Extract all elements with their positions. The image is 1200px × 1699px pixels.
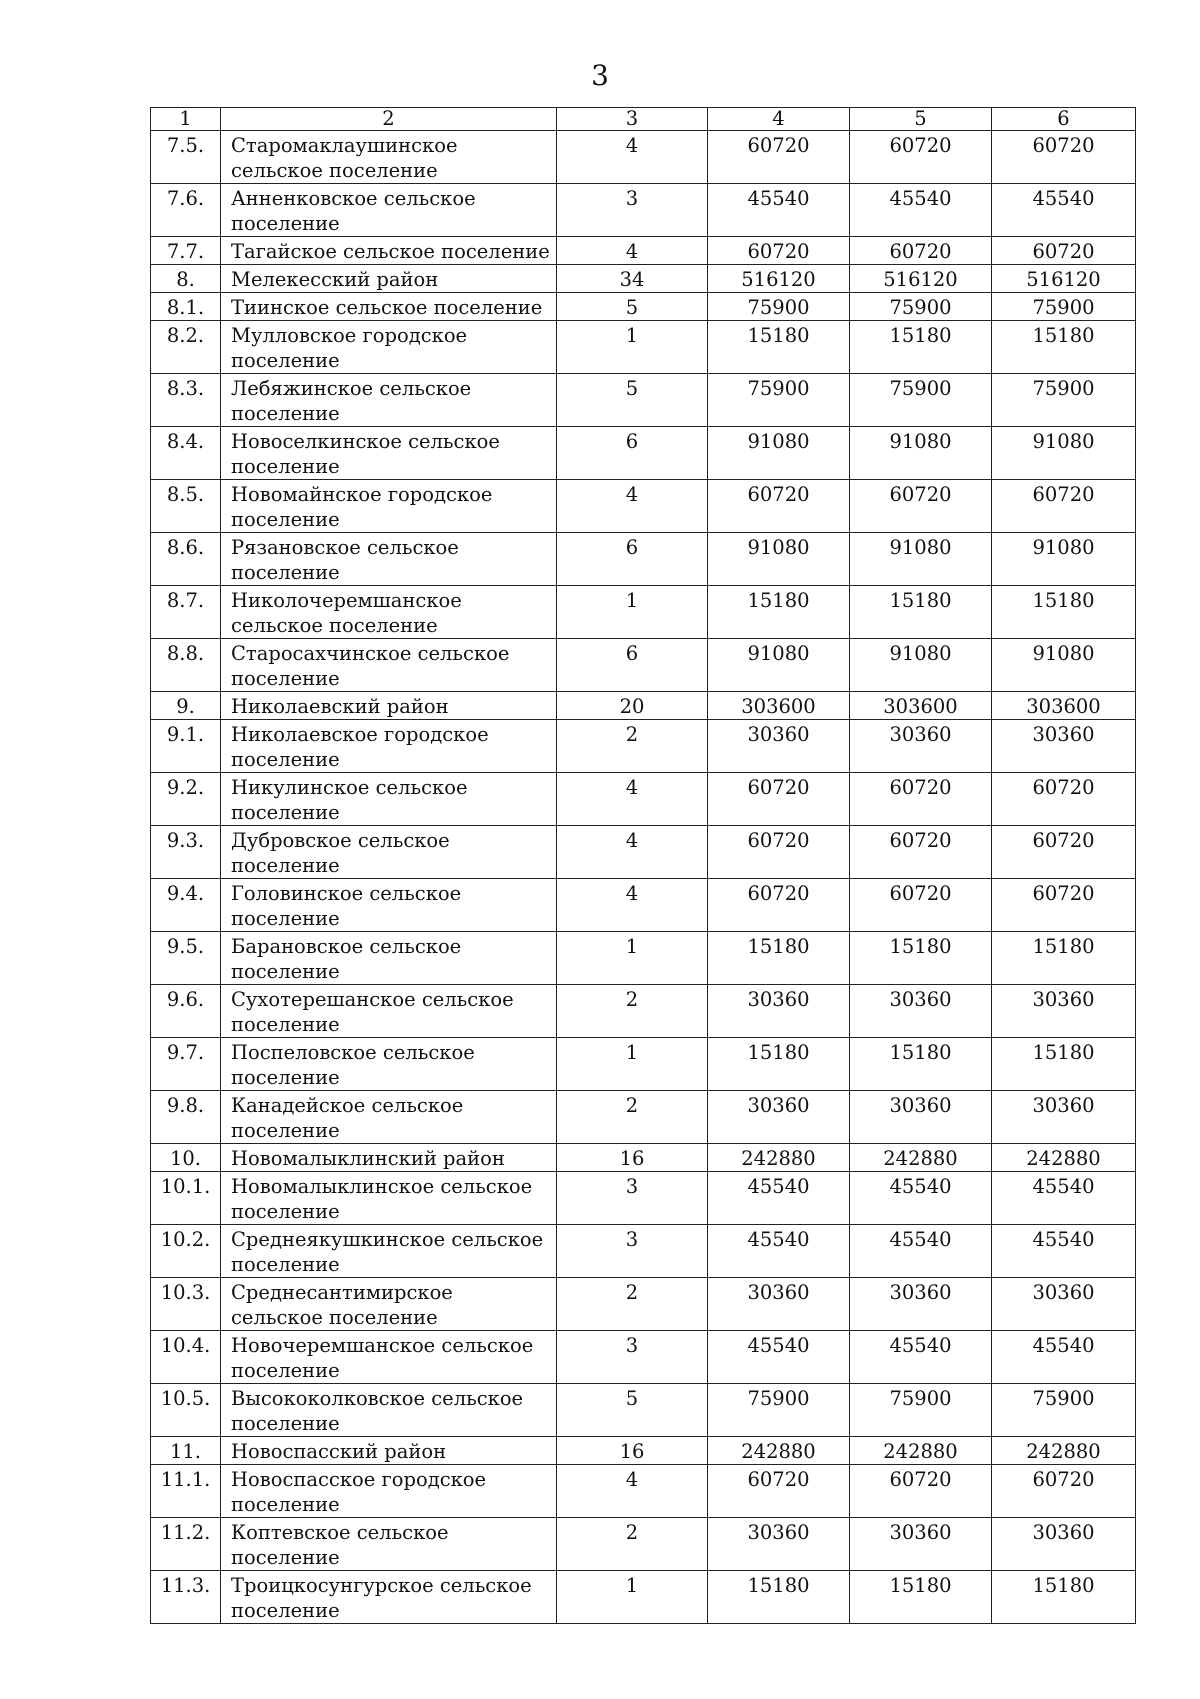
municipality-name-cell: Тиинское сельское поселение [221,293,557,321]
municipality-name-cell: Дубровское сельское поселение [221,826,557,879]
table-body [151,131,1136,1624]
column-header-5: 5 [850,108,992,131]
count-cell: 2 [557,1091,708,1144]
amount-col4-cell: 60720 [708,480,850,533]
amount-col6-cell: 15180 [992,321,1136,374]
amount-col6-cell: 15180 [992,932,1136,985]
count-cell: 3 [557,1331,708,1384]
row-number-cell: 7.7. [151,237,221,265]
table-row [151,480,1136,533]
amount-col5-cell: 60720 [850,879,992,932]
table-row [151,639,1136,692]
municipality-name-cell: Новоселкинское сельское поселение [221,427,557,480]
table-row [151,586,1136,639]
row-number-cell: 8.6. [151,533,221,586]
row-number-cell: 7.5. [151,131,221,184]
table-row [151,131,1136,184]
count-cell: 4 [557,773,708,826]
amount-col5-cell: 75900 [850,374,992,427]
amount-col5-cell: 30360 [850,1278,992,1331]
table-row [151,321,1136,374]
amount-col5-cell: 60720 [850,480,992,533]
amount-col5-cell: 60720 [850,131,992,184]
amount-col5-cell: 91080 [850,639,992,692]
page-number: 3 [591,59,609,92]
count-cell: 3 [557,1172,708,1225]
row-number-cell: 9.5. [151,932,221,985]
row-number-cell: 8.1. [151,293,221,321]
amount-col6-cell: 60720 [992,879,1136,932]
table-row [151,1278,1136,1331]
amount-col5-cell: 91080 [850,533,992,586]
row-number-cell: 8. [151,265,221,293]
amount-col6-cell: 303600 [992,692,1136,720]
amount-col4-cell: 30360 [708,985,850,1038]
count-cell: 5 [557,374,708,427]
amount-col6-cell: 75900 [992,374,1136,427]
amount-col6-cell: 91080 [992,427,1136,480]
municipality-name-cell: Поспеловское сельское поселение [221,1038,557,1091]
municipality-name-cell: Высококолковское сельское поселение [221,1384,557,1437]
amount-col6-cell: 45540 [992,184,1136,237]
count-cell: 6 [557,639,708,692]
amount-col6-cell: 45540 [992,1225,1136,1278]
municipality-name-cell: Новомалыклинский район [221,1144,557,1172]
amount-col6-cell: 45540 [992,1331,1136,1384]
amount-col4-cell: 45540 [708,1331,850,1384]
amount-col6-cell: 15180 [992,1038,1136,1091]
allocation-table [150,107,1136,1624]
municipality-name-cell: Рязановское сельское поселение [221,533,557,586]
table-row [151,1038,1136,1091]
amount-col6-cell: 75900 [992,1384,1136,1437]
amount-col4-cell: 45540 [708,1172,850,1225]
municipality-name-cell: Николаевское городское поселение [221,720,557,773]
municipality-name-cell: Николаевский район [221,692,557,720]
municipality-name-cell: Мулловское городское поселение [221,321,557,374]
table-row [151,1091,1136,1144]
row-number-cell: 8.2. [151,321,221,374]
amount-col5-cell: 516120 [850,265,992,293]
amount-col5-cell: 15180 [850,1571,992,1624]
row-number-cell: 8.5. [151,480,221,533]
amount-col5-cell: 15180 [850,586,992,639]
row-number-cell: 11.2. [151,1518,221,1571]
municipality-name-cell: Сухотерешанское сельское поселение [221,985,557,1038]
amount-col5-cell: 15180 [850,932,992,985]
amount-col5-cell: 15180 [850,321,992,374]
municipality-name-cell: Старомаклаушинское сельское поселение [221,131,557,184]
amount-col5-cell: 75900 [850,1384,992,1437]
row-number-cell: 8.8. [151,639,221,692]
table-row [151,265,1136,293]
amount-col4-cell: 60720 [708,773,850,826]
amount-col5-cell: 45540 [850,184,992,237]
row-number-cell: 8.4. [151,427,221,480]
count-cell: 6 [557,427,708,480]
amount-col6-cell: 30360 [992,1091,1136,1144]
amount-col6-cell: 30360 [992,985,1136,1038]
row-number-cell: 10.2. [151,1225,221,1278]
table-row [151,237,1136,265]
amount-col4-cell: 303600 [708,692,850,720]
municipality-name-cell: Анненковское сельское поселение [221,184,557,237]
amount-col6-cell: 516120 [992,265,1136,293]
amount-col4-cell: 30360 [708,720,850,773]
count-cell: 5 [557,293,708,321]
amount-col4-cell: 15180 [708,586,850,639]
amount-col6-cell: 60720 [992,773,1136,826]
amount-col6-cell: 60720 [992,1465,1136,1518]
column-header-3: 3 [557,108,708,131]
count-cell: 4 [557,826,708,879]
amount-col6-cell: 60720 [992,480,1136,533]
municipality-name-cell: Среднесантимирское сельское поселение [221,1278,557,1331]
amount-col4-cell: 242880 [708,1437,850,1465]
amount-col6-cell: 30360 [992,1518,1136,1571]
municipality-name-cell: Старосахчинское сельское поселение [221,639,557,692]
amount-col5-cell: 45540 [850,1172,992,1225]
amount-col4-cell: 30360 [708,1278,850,1331]
amount-col4-cell: 15180 [708,932,850,985]
amount-col4-cell: 15180 [708,321,850,374]
count-cell: 2 [557,1278,708,1331]
amount-col5-cell: 30360 [850,985,992,1038]
column-header-4: 4 [708,108,850,131]
count-cell: 4 [557,480,708,533]
municipality-name-cell: Лебяжинское сельское поселение [221,374,557,427]
row-number-cell: 11.1. [151,1465,221,1518]
amount-col5-cell: 45540 [850,1331,992,1384]
amount-col6-cell: 75900 [992,293,1136,321]
amount-col6-cell: 91080 [992,639,1136,692]
table-row [151,1144,1136,1172]
row-number-cell: 9.3. [151,826,221,879]
amount-col5-cell: 60720 [850,1465,992,1518]
table-row [151,1437,1136,1465]
amount-col6-cell: 15180 [992,586,1136,639]
amount-col5-cell: 30360 [850,720,992,773]
amount-col5-cell: 30360 [850,1518,992,1571]
municipality-name-cell: Николочеремшанское сельское поселение [221,586,557,639]
count-cell: 1 [557,932,708,985]
count-cell: 1 [557,586,708,639]
amount-col5-cell: 60720 [850,237,992,265]
column-header-6: 6 [992,108,1136,131]
count-cell: 5 [557,1384,708,1437]
count-cell: 16 [557,1144,708,1172]
count-cell: 1 [557,321,708,374]
amount-col4-cell: 30360 [708,1518,850,1571]
amount-col6-cell: 242880 [992,1144,1136,1172]
row-number-cell: 11.3. [151,1571,221,1624]
table-row [151,293,1136,321]
amount-col6-cell: 242880 [992,1437,1136,1465]
amount-col5-cell: 75900 [850,293,992,321]
amount-col4-cell: 91080 [708,639,850,692]
column-number-row [151,108,1136,131]
amount-col4-cell: 75900 [708,1384,850,1437]
amount-col4-cell: 60720 [708,879,850,932]
amount-col6-cell: 91080 [992,533,1136,586]
amount-col4-cell: 30360 [708,1091,850,1144]
amount-col4-cell: 45540 [708,184,850,237]
municipality-name-cell: Никулинское сельское поселение [221,773,557,826]
table-row [151,1331,1136,1384]
municipality-name-cell: Новомалыклинское сельское поселение [221,1172,557,1225]
amount-col4-cell: 15180 [708,1571,850,1624]
count-cell: 2 [557,1518,708,1571]
row-number-cell: 10.5. [151,1384,221,1437]
amount-col4-cell: 91080 [708,427,850,480]
row-number-cell: 8.7. [151,586,221,639]
row-number-cell: 9.6. [151,985,221,1038]
count-cell: 1 [557,1571,708,1624]
amount-col6-cell: 30360 [992,1278,1136,1331]
municipality-name-cell: Новомайнское городское поселение [221,480,557,533]
amount-col6-cell: 45540 [992,1172,1136,1225]
amount-col5-cell: 242880 [850,1437,992,1465]
municipality-name-cell: Среднеякушкинское сельское поселение [221,1225,557,1278]
count-cell: 3 [557,1225,708,1278]
amount-col4-cell: 242880 [708,1144,850,1172]
count-cell: 6 [557,533,708,586]
row-number-cell: 9.1. [151,720,221,773]
count-cell: 16 [557,1437,708,1465]
row-number-cell: 11. [151,1437,221,1465]
amount-col5-cell: 45540 [850,1225,992,1278]
count-cell: 3 [557,184,708,237]
municipality-name-cell: Новоспасское городское поселение [221,1465,557,1518]
amount-col4-cell: 60720 [708,131,850,184]
row-number-cell: 9.7. [151,1038,221,1091]
amount-col5-cell: 15180 [850,1038,992,1091]
table-row [151,879,1136,932]
count-cell: 4 [557,1465,708,1518]
amount-col6-cell: 30360 [992,720,1136,773]
row-number-cell: 10.1. [151,1172,221,1225]
count-cell: 2 [557,985,708,1038]
amount-col4-cell: 60720 [708,1465,850,1518]
row-number-cell: 10.3. [151,1278,221,1331]
amount-col4-cell: 60720 [708,237,850,265]
amount-col4-cell: 45540 [708,1225,850,1278]
municipality-name-cell: Мелекесский район [221,265,557,293]
count-cell: 20 [557,692,708,720]
municipality-name-cell: Коптевское сельское поселение [221,1518,557,1571]
table-row [151,1571,1136,1624]
count-cell: 2 [557,720,708,773]
table-row [151,932,1136,985]
municipality-name-cell: Троицкосунгурское сельское поселение [221,1571,557,1624]
row-number-cell: 8.3. [151,374,221,427]
row-number-cell: 10.4. [151,1331,221,1384]
amount-col5-cell: 60720 [850,826,992,879]
municipality-name-cell: Новоспасский район [221,1437,557,1465]
count-cell: 34 [557,265,708,293]
table-row [151,1172,1136,1225]
municipality-name-cell: Канадейское сельское поселение [221,1091,557,1144]
amount-col4-cell: 60720 [708,826,850,879]
count-cell: 4 [557,237,708,265]
row-number-cell: 7.6. [151,184,221,237]
row-number-cell: 9. [151,692,221,720]
municipality-name-cell: Барановское сельское поселение [221,932,557,985]
amount-col6-cell: 60720 [992,826,1136,879]
table-row [151,1384,1136,1437]
municipality-name-cell: Тагайское сельское поселение [221,237,557,265]
row-number-cell: 9.8. [151,1091,221,1144]
amount-col4-cell: 516120 [708,265,850,293]
amount-col4-cell: 15180 [708,1038,850,1091]
count-cell: 1 [557,1038,708,1091]
amount-col6-cell: 60720 [992,237,1136,265]
column-header-2: 2 [221,108,557,131]
table-row [151,773,1136,826]
amount-col5-cell: 60720 [850,773,992,826]
table-row [151,427,1136,480]
count-cell: 4 [557,879,708,932]
table-row [151,1225,1136,1278]
row-number-cell: 9.4. [151,879,221,932]
amount-col4-cell: 75900 [708,293,850,321]
count-cell: 4 [557,131,708,184]
amount-col5-cell: 242880 [850,1144,992,1172]
column-header-1: 1 [151,108,221,131]
amount-col5-cell: 30360 [850,1091,992,1144]
amount-col5-cell: 303600 [850,692,992,720]
table-row [151,826,1136,879]
row-number-cell: 10. [151,1144,221,1172]
table-row [151,374,1136,427]
table-row [151,1465,1136,1518]
municipality-name-cell: Головинское сельское поселение [221,879,557,932]
table-row [151,1518,1136,1571]
table-row [151,692,1136,720]
municipality-name-cell: Новочеремшанское сельское поселение [221,1331,557,1384]
amount-col4-cell: 75900 [708,374,850,427]
amount-col5-cell: 91080 [850,427,992,480]
table-row [151,985,1136,1038]
amount-col6-cell: 15180 [992,1571,1136,1624]
amount-col6-cell: 60720 [992,131,1136,184]
table-row [151,720,1136,773]
amount-col4-cell: 91080 [708,533,850,586]
table-row [151,184,1136,237]
table-row [151,533,1136,586]
row-number-cell: 9.2. [151,773,221,826]
